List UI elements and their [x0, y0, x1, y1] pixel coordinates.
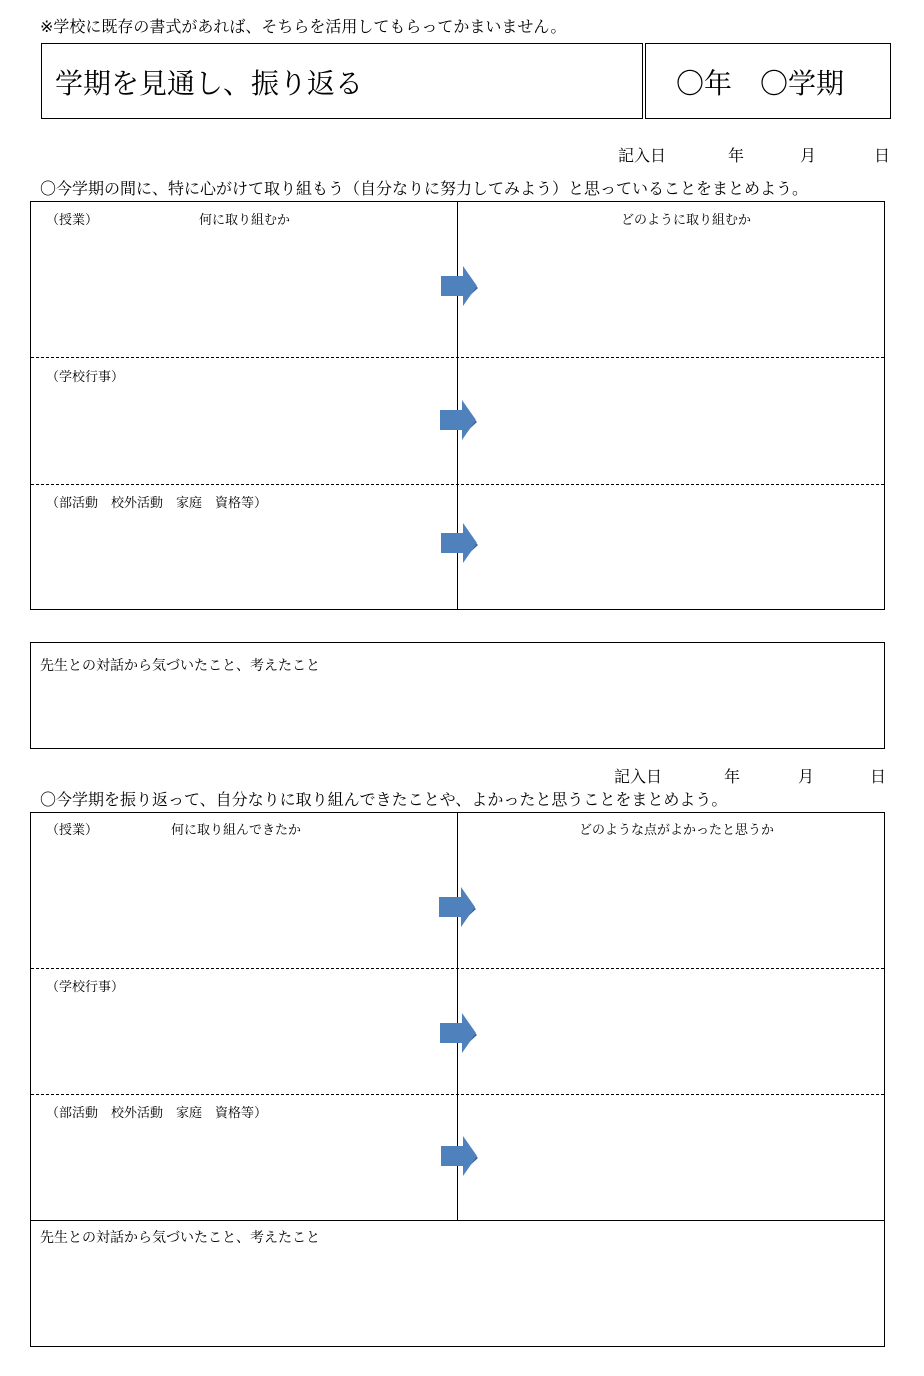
row-label-events: （学校行事）	[46, 980, 125, 995]
row-label-activities: （部活動 校外活動 家庭 資格等）	[46, 496, 268, 511]
right-column-header: どのような点がよかったと思うか	[579, 823, 775, 838]
row-label-events: （学校行事）	[46, 370, 125, 385]
row-label-activities: （部活動 校外活動 家庭 資格等）	[46, 1106, 268, 1121]
date-month: 月	[798, 767, 815, 786]
date-year: 年	[724, 767, 741, 786]
right-column-header: どのように取り組むか	[621, 213, 752, 228]
date-day: 日	[870, 767, 887, 786]
format-note: ※学校に既存の書式があれば、そちらを活用してもらってかまいません。	[40, 17, 567, 36]
teacher-dialogue-label: 先生との対話から気づいたこと、考えたこと	[40, 1230, 320, 1246]
date-year: 年	[728, 146, 745, 165]
right-arrow-icon	[440, 1013, 478, 1057]
row-label-class: （授業）	[46, 213, 99, 228]
row-separator	[31, 968, 884, 969]
row-separator	[31, 1220, 884, 1221]
left-column-header: 何に取り組んできたか	[171, 823, 302, 838]
right-arrow-icon	[439, 887, 477, 931]
teacher-dialogue-label: 先生との対話から気づいたこと、考えたこと	[40, 658, 320, 674]
row-separator	[31, 357, 884, 358]
term-label: 〇年 〇学期	[676, 67, 845, 100]
date-month: 月	[800, 146, 817, 165]
date-label: 記入日	[618, 146, 667, 165]
right-arrow-icon	[441, 523, 479, 567]
date-label: 記入日	[614, 767, 663, 786]
right-arrow-icon	[440, 400, 478, 444]
left-column-header: 何に取り組むか	[199, 213, 291, 228]
section1-instruction: 〇今学期の間に、特に心がけて取り組もう（自分なりに努力してみよう）と思っていることをまとめよう。	[40, 179, 809, 198]
right-arrow-icon	[441, 1136, 479, 1180]
row-separator	[31, 1094, 884, 1095]
page-title: 学期を見通し、振り返る	[55, 67, 364, 100]
row-label-class: （授業）	[46, 823, 99, 838]
section2-instruction: 〇今学期を振り返って、自分なりに取り組んできたことや、よかったと思うことをまとめよう。	[40, 790, 728, 809]
right-arrow-icon	[441, 266, 479, 310]
date-day: 日	[874, 146, 891, 165]
row-separator	[31, 484, 884, 485]
